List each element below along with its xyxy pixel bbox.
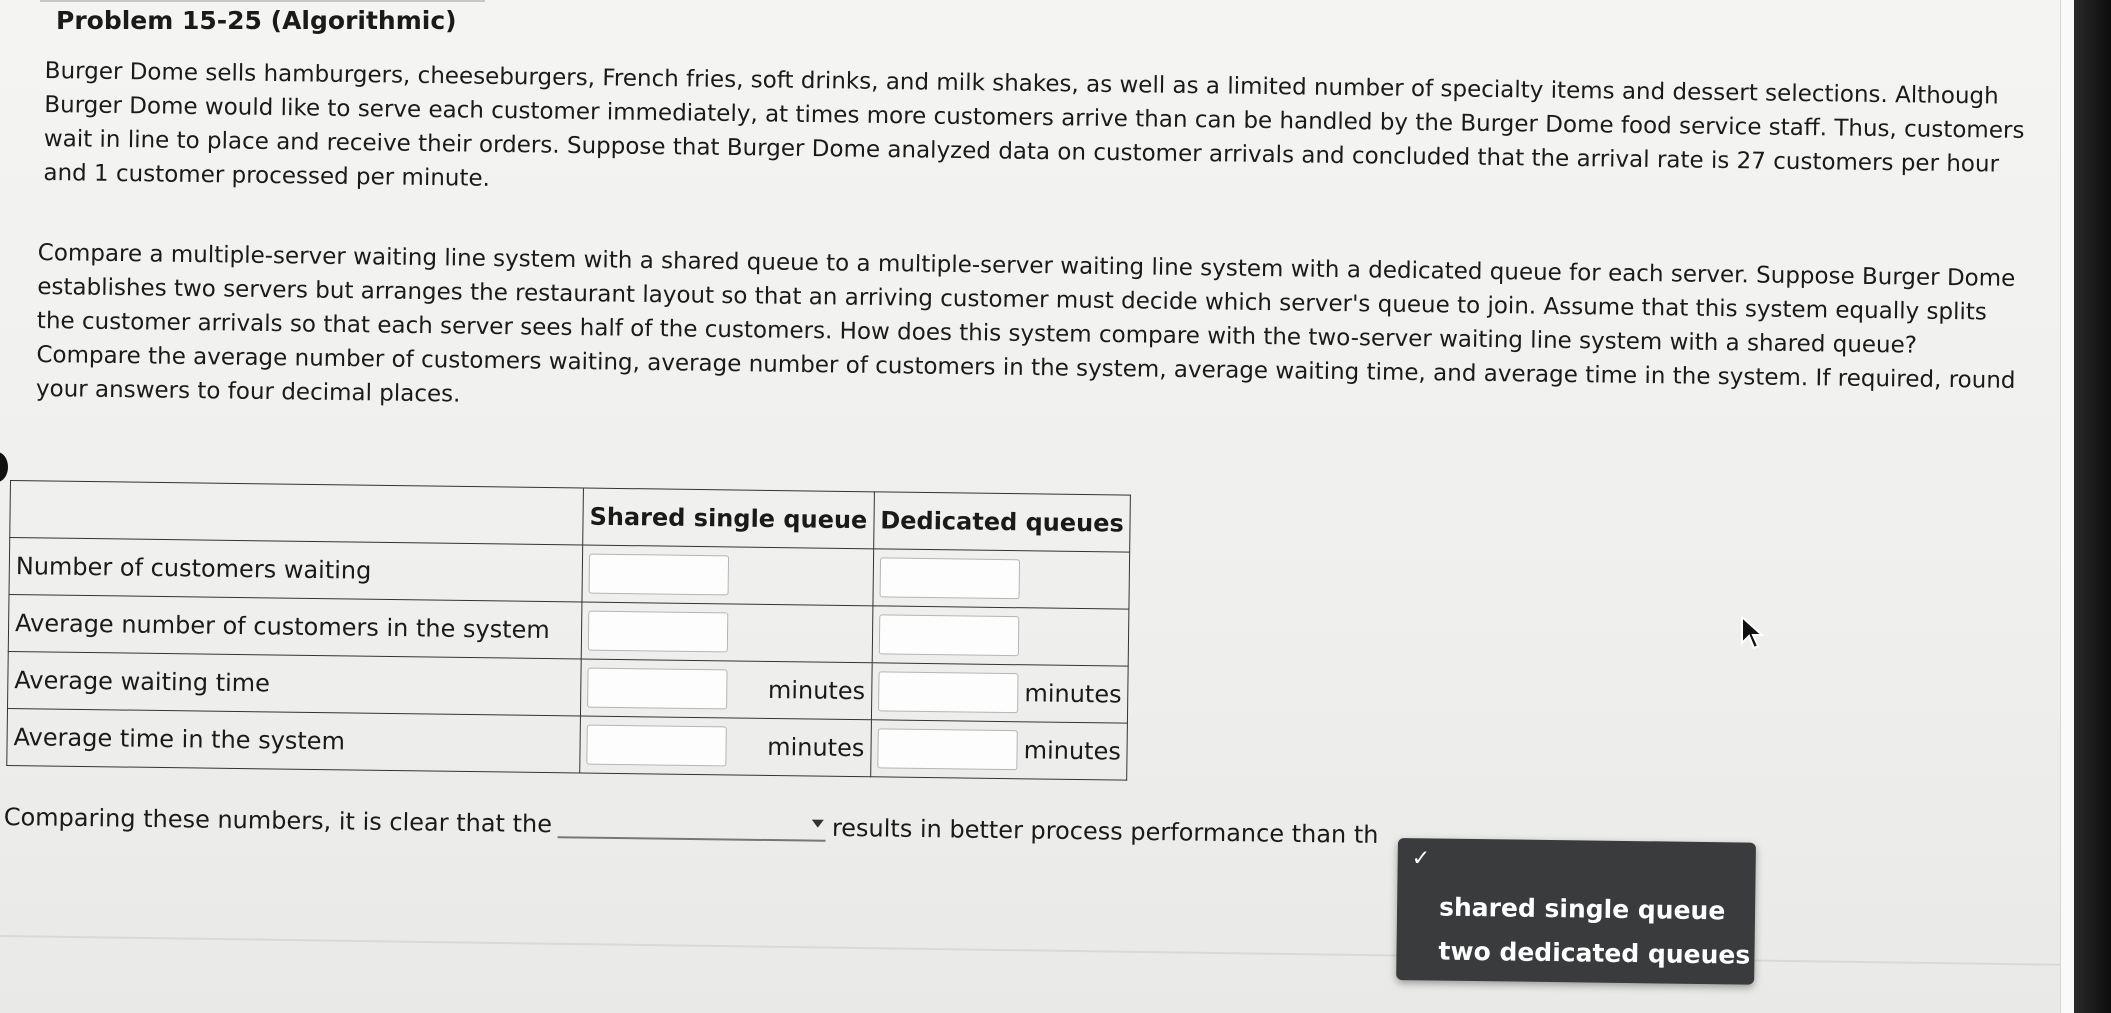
cell-dedicated (872, 606, 1129, 666)
unit-label: minutes (1024, 679, 1122, 709)
shared-time-in-system-input[interactable] (586, 725, 727, 767)
cell-dedicated (871, 663, 1128, 723)
unit-label: minutes (767, 675, 866, 706)
menu-item-shared-single-queue[interactable]: shared single queue (1438, 892, 1726, 926)
queue-system-dropdown[interactable] (558, 810, 826, 842)
comparison-prefix: Comparing these numbers, it is clear that the (3, 803, 553, 839)
row-label-time-in-system: Average time in the system (7, 708, 581, 772)
results-table (6, 480, 1131, 781)
shared-customers-waiting-input[interactable] (589, 554, 730, 596)
margin-marker (0, 452, 8, 482)
table-header-dedicated: Dedicated queues (873, 492, 1130, 552)
checkmark-icon: ✓ (1411, 846, 1431, 872)
comparison-suffix: results in better process performance than th (831, 813, 1379, 849)
dedicated-customers-waiting-input[interactable] (879, 557, 1020, 599)
problem-paragraph-1: Burger Dome sells hamburgers, cheeseburgers, French fries, soft drinks, and milk shakes, as well as a limited number of specialty items and dessert selections. Although Burger Dome would like to serve each customer immediately, at times more customers arrive than can be handled by the Burger Dome food service staff. Thus, customers wait in line to place and receive their orders. Suppose that Burger Dome analyzed data on customer arrivals and concluded that the arrival rate is 27 customers per hour and 1 customer processed per minute. (43, 57, 2025, 192)
dedicated-customers-in-system-input[interactable] (879, 614, 1020, 656)
cell-shared (580, 716, 871, 777)
chevron-down-icon[interactable] (812, 820, 824, 828)
unit-label: minutes (1023, 736, 1122, 766)
cell-shared (581, 602, 872, 663)
row-label-waiting-time: Average waiting time (8, 651, 582, 715)
problem-paragraph-2: Compare a multiple-server waiting line system with a shared queue to a multiple-server waiting line system with a dedicated queue for each server. Suppose Burger Dome establishes two servers but arranges the restaurant layout so that an arriving customer must decide which server's queue to join. Assume that this system equally splits the customer arrivals so that each server sees half of the customers. How does this system compare with the two-server waiting line system with a shared queue? Compare the average number of customers waiting, average number of customers in the system, average waiting time, and average time in the system. If required, round your answers to four decimal places. (35, 239, 2016, 408)
row-label-customers-in-system: Average number of customers in the system (8, 594, 582, 658)
shared-customers-in-system-input[interactable] (588, 611, 729, 653)
cell-dedicated (870, 720, 1127, 780)
dedicated-time-in-system-input[interactable] (877, 728, 1018, 770)
row-label-customers-waiting: Number of customers waiting (9, 538, 583, 602)
comparison-sentence (4, 803, 1379, 849)
problem-title: Problem 15-25 (Algorithmic) (56, 6, 457, 35)
cell-shared (582, 545, 873, 606)
shared-waiting-time-input[interactable] (587, 668, 728, 710)
menu-item-two-dedicated-queues[interactable]: two dedicated queues (1438, 936, 1751, 970)
unit-label: minutes (766, 732, 865, 763)
dedicated-waiting-time-input[interactable] (878, 671, 1019, 713)
table-header-shared: Shared single queue (583, 488, 874, 549)
cell-dedicated (873, 549, 1130, 609)
mouse-pointer-icon (1740, 615, 1766, 651)
dropdown-menu (1396, 838, 1756, 985)
screen-bezel (2074, 0, 2111, 1013)
divider (40, 0, 485, 2)
cell-shared (580, 659, 871, 720)
scrollbar[interactable] (2060, 0, 2075, 1013)
table-header-blank (10, 481, 584, 545)
